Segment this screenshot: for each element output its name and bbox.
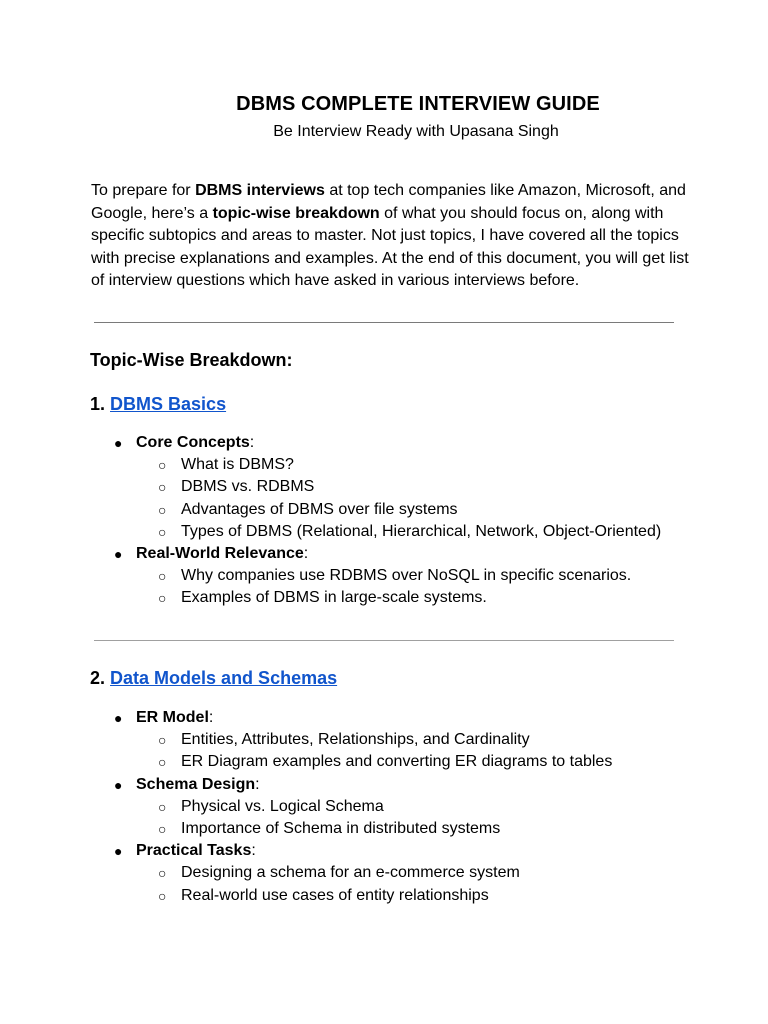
- list-item-text: Importance of Schema in distributed systems: [181, 819, 501, 837]
- circle-bullet-icon: ○: [158, 457, 167, 474]
- list-item-text: Advantages of DBMS over file systems: [181, 500, 458, 518]
- circle-bullet-icon: ○: [158, 590, 167, 607]
- intro-text-1: To prepare for: [91, 182, 196, 199]
- bullet-icon: ●: [114, 710, 123, 726]
- section-heading: [90, 394, 226, 415]
- list-item: ● Practical Tasks:: [0, 840, 768, 862]
- divider: [94, 640, 674, 641]
- list-item-text: Examples of DBMS in large-scale systems.: [181, 589, 487, 607]
- list-item: [0, 521, 768, 543]
- section-number: 1.: [90, 394, 106, 414]
- list-item-text: ER Diagram examples and converting ER diagrams to tables: [181, 753, 613, 771]
- list-item-text: Entities, Attributes, Relationships, and Cardinality: [181, 731, 530, 749]
- breakdown-heading: Topic-Wise Breakdown:: [90, 350, 293, 370]
- group-label: Practical Tasks: [136, 842, 252, 860]
- list-item: [0, 476, 768, 498]
- list-item: [0, 587, 768, 609]
- bullet-icon: ●: [114, 435, 123, 451]
- doc-subtitle: Be Interview Ready with Upasana Singh: [273, 123, 559, 140]
- list-item: [0, 885, 768, 907]
- list-item: ● ER Model:: [0, 707, 768, 729]
- group-label: Core Concepts: [136, 434, 250, 451]
- circle-bullet-icon: ○: [158, 523, 167, 540]
- circle-bullet-icon: ○: [158, 568, 167, 585]
- circle-bullet-icon: ○: [158, 798, 167, 815]
- circle-bullet-icon: ○: [158, 820, 167, 837]
- circle-bullet-icon: ○: [158, 754, 167, 771]
- circle-bullet-icon: ○: [158, 865, 167, 882]
- list-item: ● Core Concepts:: [0, 432, 768, 454]
- intro-paragraph: [91, 180, 691, 293]
- list-item: [0, 796, 768, 818]
- intro-text-2: at top tech companies like Amazon, Microsoft, and Google, here’s a: [91, 182, 686, 222]
- intro-bold-1: DBMS interviews: [195, 182, 325, 199]
- bullet-icon: ●: [114, 843, 123, 860]
- section-link-data-models[interactable]: Data Models and Schemas: [110, 668, 338, 688]
- list-item-text: Real-world use cases of entity relationships: [181, 886, 489, 904]
- section-number: 2.: [90, 668, 106, 688]
- circle-bullet-icon: ○: [158, 479, 167, 496]
- list-item-text: Designing a schema for an e-commerce system: [181, 864, 520, 882]
- list-item: [0, 862, 768, 884]
- list-item: [0, 499, 768, 521]
- group-label: Schema Design: [136, 775, 256, 793]
- circle-bullet-icon: ○: [158, 732, 167, 749]
- list-item: [0, 565, 768, 587]
- list-item: [0, 454, 768, 476]
- list-item-text: Physical vs. Logical Schema: [181, 797, 384, 815]
- list-item-text: Types of DBMS (Relational, Hierarchical, Network, Object-Oriented): [181, 522, 662, 540]
- list-item-text: Why companies use RDBMS over NoSQL in specific scenarios.: [181, 567, 632, 585]
- section-2-list: [0, 707, 768, 907]
- group-label: Real-World Relevance: [136, 544, 304, 562]
- list-item: ● Schema Design:: [0, 774, 768, 796]
- divider: [94, 322, 674, 323]
- intro-text-3: of what you should focus on, along with specific subtopics and areas to master. Not just topics, I have covered all the topics with precise explanations and examples. At the end of this document, you will get list of interview questions which have asked in various interviews before.: [91, 204, 689, 289]
- section-link-dbms-basics[interactable]: DBMS Basics: [110, 394, 227, 414]
- list-item: [0, 729, 768, 751]
- doc-title: DBMS COMPLETE INTERVIEW GUIDE: [236, 93, 600, 115]
- circle-bullet-icon: ○: [158, 501, 167, 518]
- section-heading: [90, 668, 337, 689]
- intro-bold-2: topic-wise breakdown: [212, 204, 380, 222]
- section-1-list: [0, 432, 768, 610]
- list-item-text: What is DBMS?: [181, 456, 294, 474]
- list-item: ● Real-World Relevance:: [0, 543, 768, 565]
- group-label: ER Model: [136, 709, 209, 726]
- list-item-text: DBMS vs. RDBMS: [181, 478, 315, 496]
- list-item: [0, 818, 768, 840]
- bullet-icon: ●: [114, 545, 123, 562]
- bullet-icon: ●: [114, 776, 123, 793]
- list-item: [0, 751, 768, 773]
- circle-bullet-icon: ○: [158, 887, 167, 904]
